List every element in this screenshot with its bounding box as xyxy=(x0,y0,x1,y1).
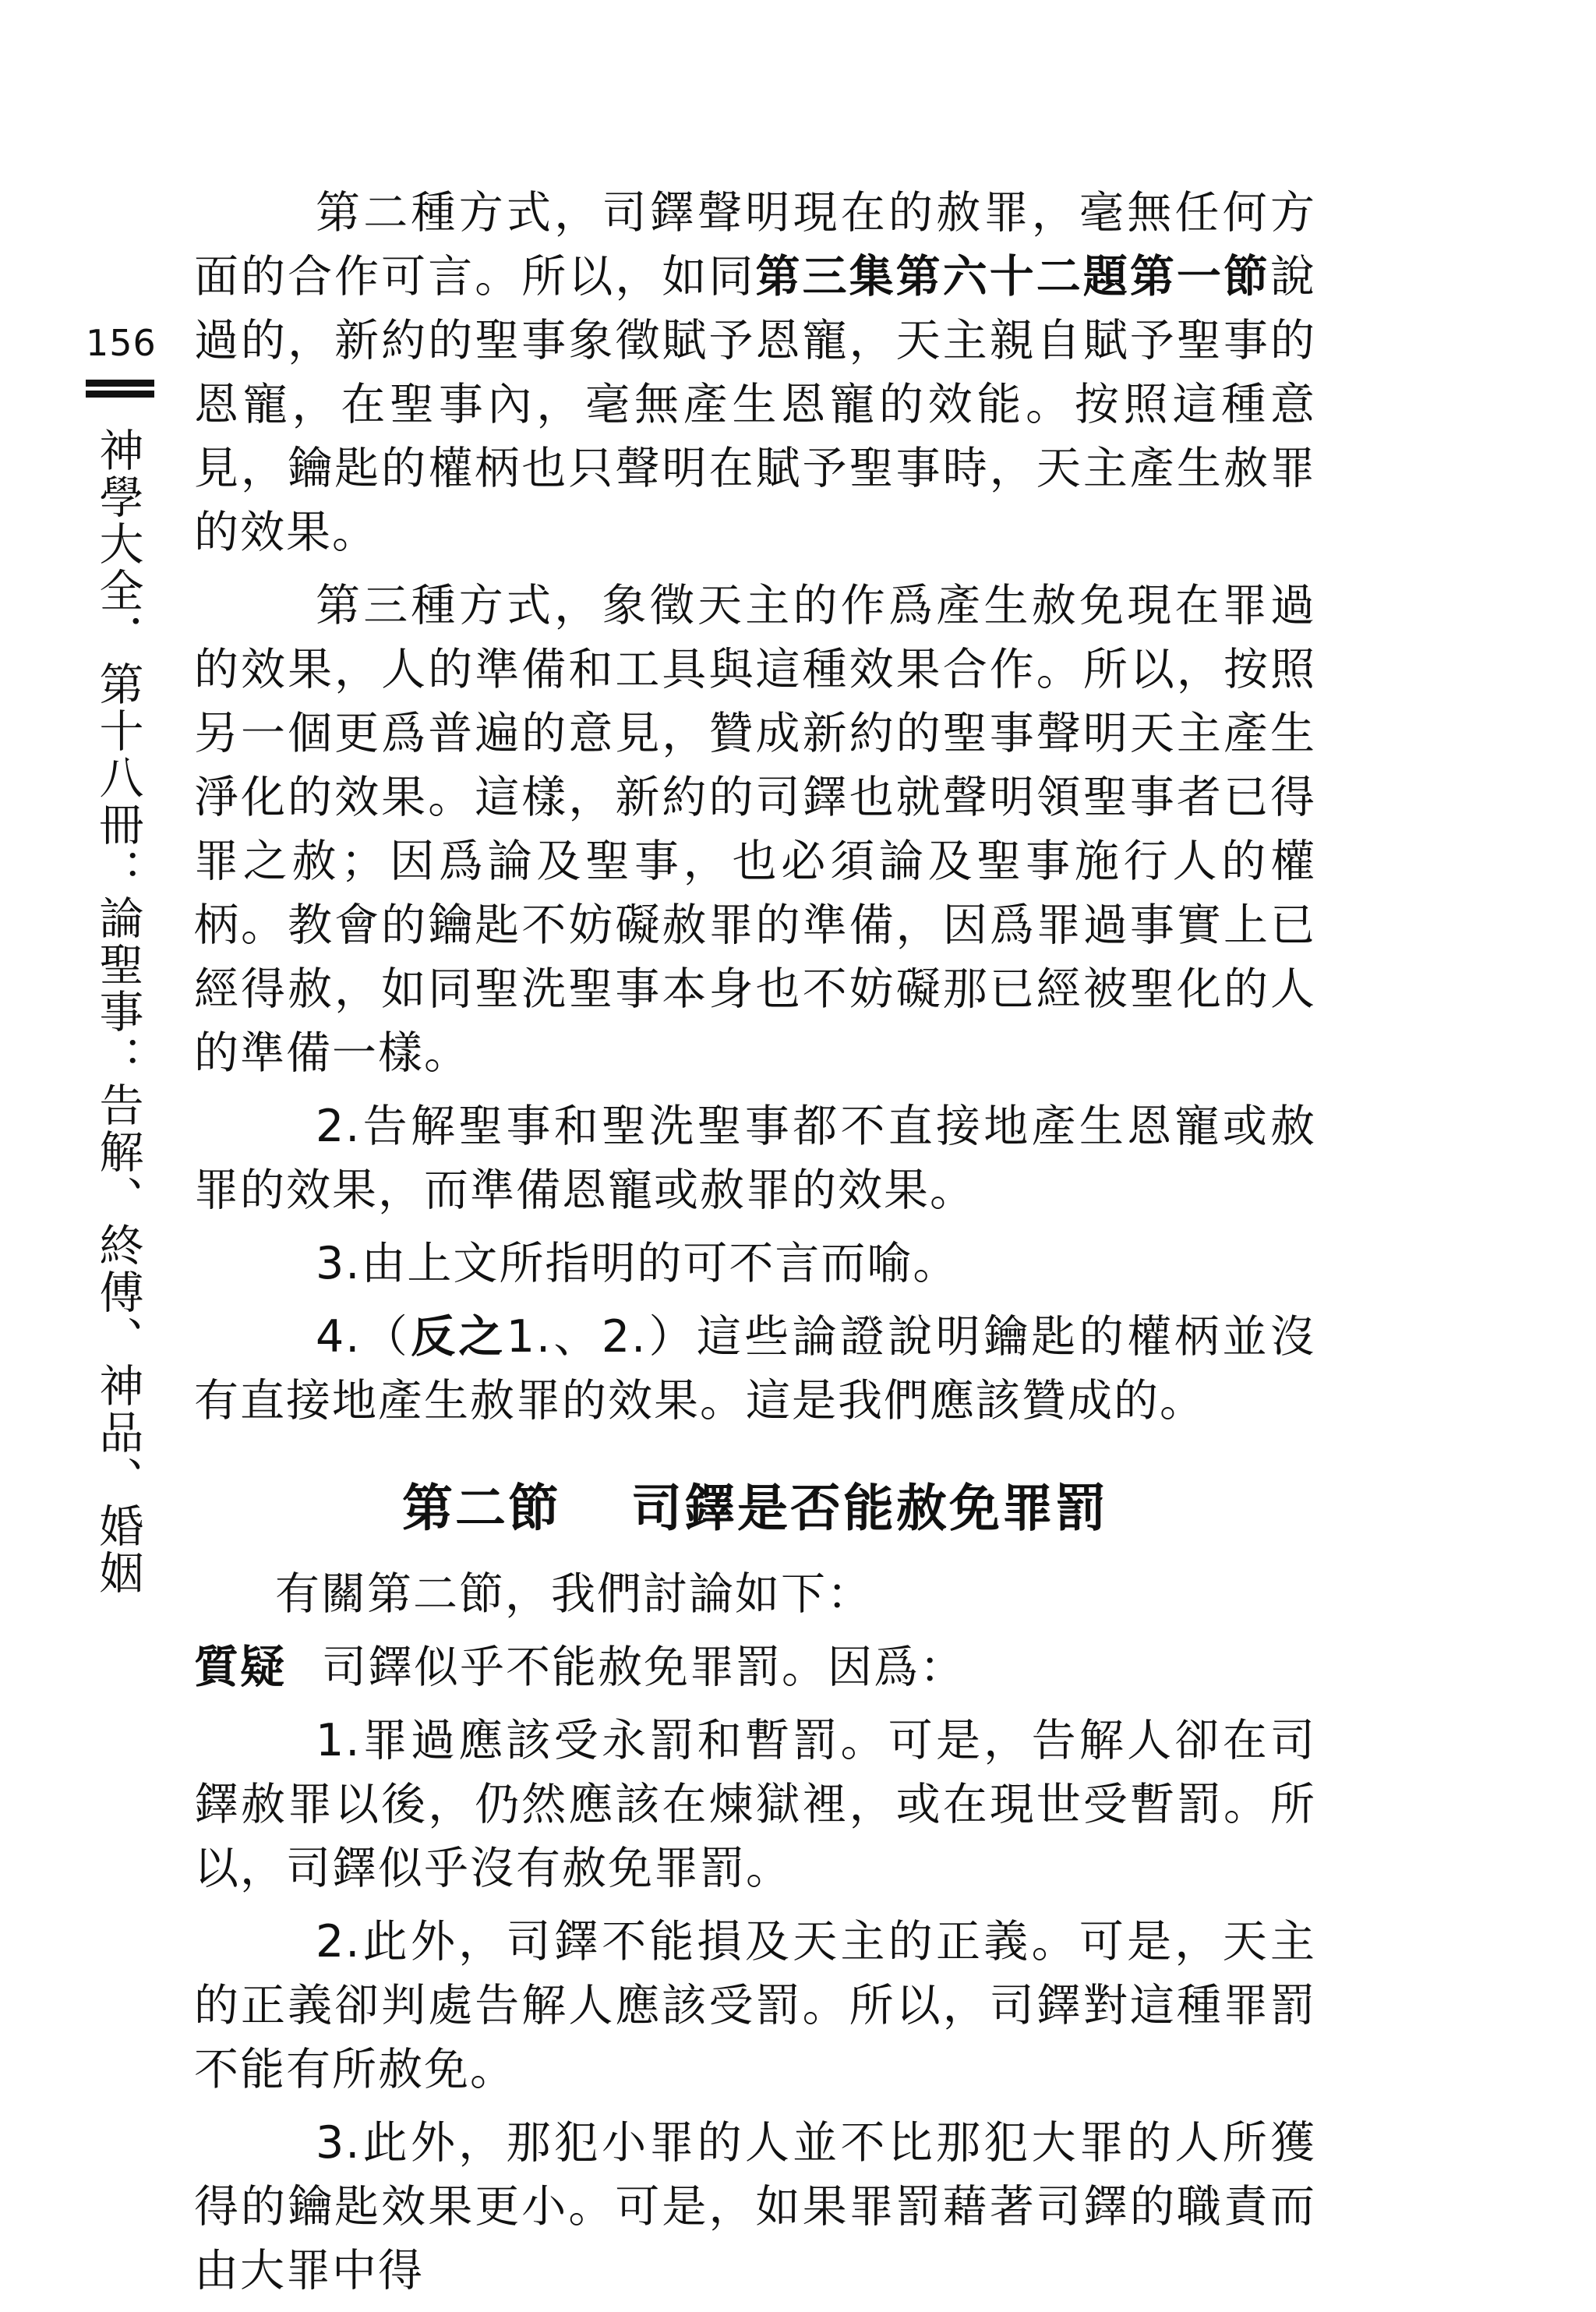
text-span: 2.此外，司鐸不能損及天主的正義。可是，天主的正義卻判處告解人應該受罰。所以，司鐸對這種罪罰不能有所赦免。 xyxy=(194,1916,1316,2095)
objection-paragraph xyxy=(194,1635,1316,1699)
paragraph xyxy=(194,181,1316,564)
intro-paragraph xyxy=(194,1562,1316,1626)
section-heading xyxy=(194,1476,1316,1540)
section-title: 司鐸是否能赦免罪罰 xyxy=(631,1479,1109,1538)
paragraph xyxy=(194,1232,1316,1296)
paragraph xyxy=(194,1910,1316,2102)
paragraph xyxy=(194,574,1316,1085)
text-span: 3.此外，那犯小罪的人並不比那犯大罪的人所獲得的鑰匙效果更小。可是，如果罪罰藉著司鐸的職責而由大罪中得 xyxy=(194,2117,1316,2296)
objection-label: 質疑 xyxy=(194,1642,286,1693)
citation-emphasis: 第三集第六十二題第一節 xyxy=(755,251,1271,302)
paragraph xyxy=(194,1094,1316,1222)
text-span: 第二種方式，司鐸聲明現在的赦罪，毫無任何方面的合作可言。所以，如同 xyxy=(194,187,1316,302)
text-span: 有關第二節，我們討論如下： xyxy=(275,1568,873,1620)
text-span: 第三種方式，象徵天主的作爲產生赦免現在罪過的效果，人的準備和工具與這種效果合作。所以，按照另一個更爲普遍的意見，贊成新約的聖事聲明天主產生淨化的效果。這樣，新約的司鐸也就聲明領聖事者已得罪之赦；因爲論及聖事，也必須論及聖事施行人的權柄。教會的鑰匙不妨礙赦罪的準備，因爲罪過事實上已經得赦，如同聖洗聖事本身也不妨礙那已經被聖化的人的準備一樣。 xyxy=(194,580,1316,1079)
text-span: 4.（ xyxy=(316,1311,411,1363)
text-span: 1.、2.）這些論證說明鑰匙的權柄並沒有直接地產生赦罪的效果。這是我們應該贊成的。 xyxy=(194,1311,1316,1426)
text-span: 1.罪過應該受永罰和暫罰。可是，告解人卻在司鐸赦罪以後，仍然應該在煉獄裡，或在現世受暫罰。所以，司鐸似乎沒有赦免罪罰。 xyxy=(194,1715,1316,1894)
section-label: 第二節 xyxy=(401,1479,561,1538)
rule-divider xyxy=(86,380,154,387)
paragraph xyxy=(194,2111,1316,2303)
text-span: 3.由上文所指明的可不言而喻。 xyxy=(316,1238,959,1289)
paragraph xyxy=(194,1305,1316,1433)
contrary-emphasis: 反之 xyxy=(411,1311,507,1363)
text-span: 說過的，新約的聖事象徵賦予恩寵，天主親自賦予聖事的恩寵，在聖事內，毫無產生恩寵的效能。按照這種意見，鑰匙的權柄也只聲明在賦予聖事時，天主產生赦罪的效果。 xyxy=(194,251,1317,558)
running-head: 神學大全．第十八冊：論聖事：告解、終傅、神品、婚姻 xyxy=(92,427,143,1596)
main-text xyxy=(194,181,1316,2312)
page-number: 156 xyxy=(86,322,157,364)
text-span: 2.告解聖事和聖洗聖事都不直接地產生恩寵或赦罪的效果，而準備恩寵或赦罪的效果。 xyxy=(194,1101,1316,1216)
rule-divider xyxy=(86,391,154,398)
text-span: 司鐸似乎不能赦免罪罰。因爲： xyxy=(322,1642,966,1693)
paragraph xyxy=(194,1709,1316,1900)
